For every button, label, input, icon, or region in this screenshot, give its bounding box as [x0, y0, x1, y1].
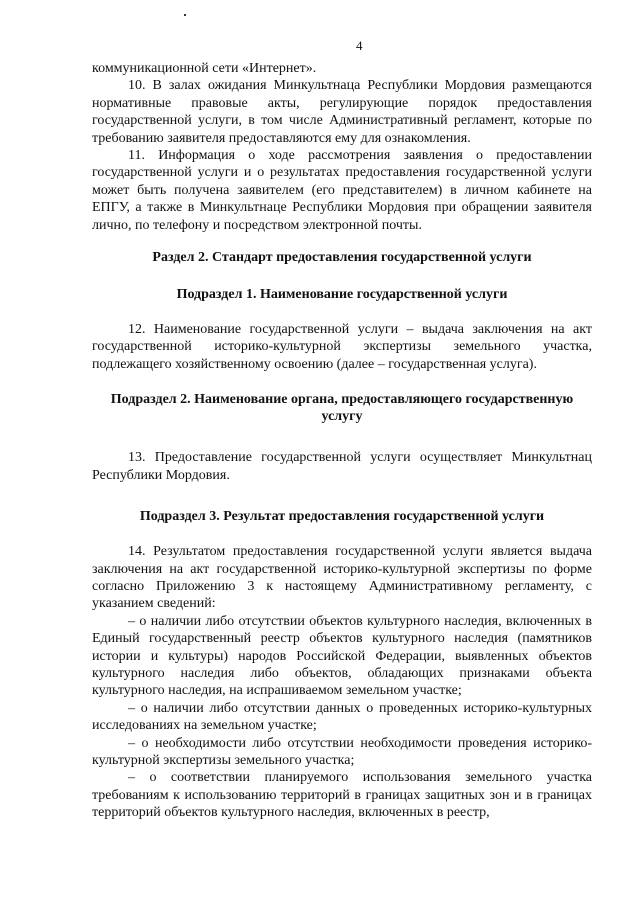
list-item: – о необходимости либо отсутствии необходимости проведения историко-культурной экспертизы земельного участка;: [92, 735, 592, 768]
subsection-1-heading: Подраздел 1. Наименование государственной услуги: [176, 287, 508, 303]
scan-mark: [184, 14, 186, 16]
document-body: [92, 60, 592, 822]
paragraph-continuation: коммуникационной сети «Интернет».: [92, 61, 317, 76]
paragraph-14: 14. Результатом предоставления государственной услуги является выдача заключения на акт государственной историко-культурной экспертизы по форме согласно Приложению 3 к настоящему Административному регламенту, с указанием сведений:: [92, 544, 592, 612]
subsection-2-heading: Подраздел 2. Наименование органа, предоставляющего государственную услугу: [110, 392, 574, 425]
subsection-3-heading: Подраздел 3. Результат предоставления государственной услуги: [139, 509, 545, 525]
paragraph-11: 11. Информация о ходе рассмотрения заявления о предоставлении государственной услуги и о результатах предоставления государственной услуги может быть получена заявителем (его представителем) в личном кабинете на ЕПГУ, а также в Минкультнаце Республики Мордовия при обращении заявителя лично, по телефону и посредством электронной почты.: [92, 148, 592, 233]
page-number: 4: [356, 38, 363, 53]
paragraph-10: 10. В залах ожидания Минкультнаца Республики Мордовия размещаются нормативные правовые акты, регулирующие порядок предоставления государственной услуги, в том числе Административный регламент, которые по требованию заявителя предоставляются ему для ознакомления.: [92, 78, 592, 146]
list-item: – о наличии либо отсутствии данных о проведенных историко-культурных исследованиях на земельном участке;: [92, 700, 592, 734]
list-item: – о наличии либо отсутствии объектов культурного наследия, включенных в Единый государственный реестр объектов культурного наследия (памятников истории и культуры) народов Российской Федерации, выявленных объектов культурного наследия либо объектов, обладающих признаками объекта культурного наследия, на испрашиваемом земельном участке;: [92, 613, 592, 699]
paragraph-12: 12. Наименование государственной услуги – выдача заключения на акт государственной историко-культурной экспертизы земельного участка, подлежащего хозяйственному освоению (далее – государственная услуга).: [92, 322, 592, 372]
list-item: – о соответствии планируемого использования земельного участка требованиям к использованию территорий в границах защитных зон и в границах территорий объектов культурного наследия, включенных в реестр,: [92, 770, 592, 821]
paragraph-13: 13. Предоставление государственной услуги осуществляет Минкультнац Республики Мордовия.: [92, 450, 592, 483]
section-2-heading: Раздел 2. Стандарт предоставления государственной услуги: [152, 250, 532, 266]
